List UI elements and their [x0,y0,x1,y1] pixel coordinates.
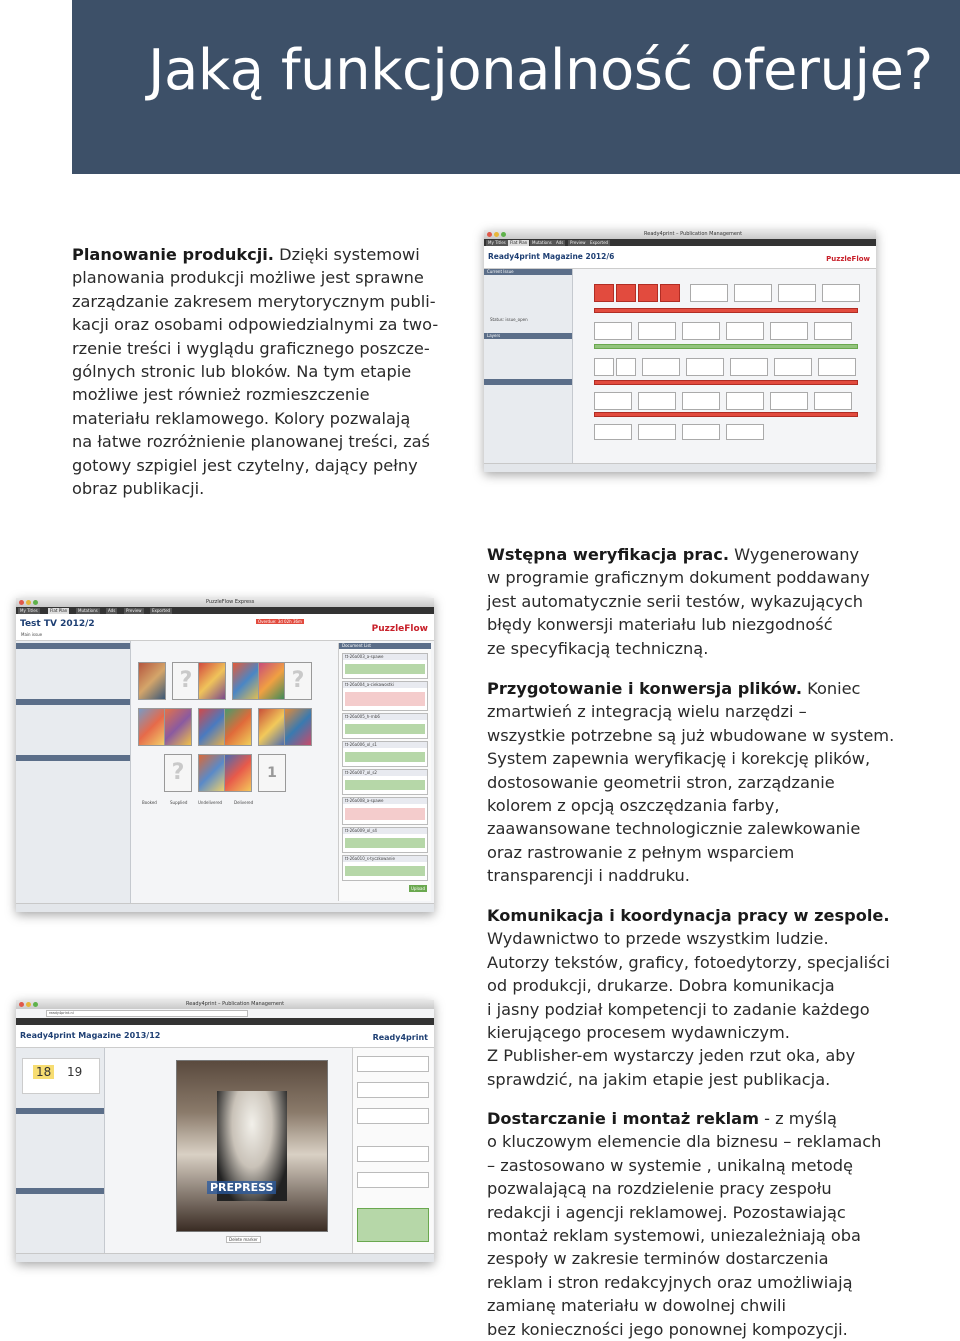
legend-booked: Booked [142,800,157,805]
page-box[interactable] [638,284,658,302]
preparation-line-5: dostosowanie geometrii stron, zarządzanie [487,772,835,792]
page-thumb[interactable] [258,708,286,746]
tab-preview[interactable]: Preview [126,608,142,613]
marker-note[interactable] [357,1082,429,1098]
page-spread [176,1060,328,1232]
page-thumb[interactable] [284,662,312,700]
close-dot-icon [19,1002,24,1007]
marker-note[interactable] [357,1108,429,1124]
ready4print-logo: Ready4print [372,1033,428,1042]
app-header [16,1025,434,1048]
page-box[interactable] [730,358,768,376]
zoom-dot-icon [33,600,38,605]
sidebar-header: Current Issue [484,269,572,275]
page-right-number: 19 [67,1065,83,1079]
soft-proof-header [16,1188,104,1194]
verification-line-5: ze specyfikacją techniczną. [487,638,709,658]
tab-my-titles[interactable]: My Titles [20,608,38,613]
planning-line-8: materiału reklamowego. Kolory pozwalają [72,408,411,428]
legend-undelivered: Undelivered [198,800,223,805]
communication-line-3: Autorzy tekstów, graficy, fotoedytorzy, specjaliści [487,952,890,972]
close-dot-icon [19,600,24,605]
document-item[interactable]: tt-26a003_a-spawe [342,653,428,679]
minimize-dot-icon [26,600,31,605]
app-title: Test TV 2012/2 [20,619,95,629]
puzzleflow-logo: PuzzleFlow [371,624,428,634]
page-thumbnails [136,648,336,868]
window-footer [16,1253,434,1262]
layers-header [16,699,130,705]
screenshot-flat-plan [484,230,876,472]
planning-section [72,243,472,500]
document-item[interactable]: tt-26a004_a-ciekawostki [342,681,428,711]
ads-line-5: redakcji i agencji reklamowej. Pozostawiając [487,1202,846,1222]
preparation-heading: Przygotowanie i konwersja plików. [487,679,802,698]
panel-header: Document List [339,643,431,649]
page-preview-pair [22,1058,100,1094]
preparation-line-2: zmartwień z integracją wielu narzędzi – [487,702,807,722]
page-box[interactable] [638,424,676,440]
page-number: 1 [267,765,277,781]
page-box[interactable] [594,392,632,410]
app-header [16,614,434,641]
document-item[interactable]: tt-26a010_s-tyczkowanie [342,855,428,881]
page-box[interactable] [660,284,680,302]
window-chrome [16,1000,434,1009]
ads-section [487,1107,947,1341]
page-box[interactable] [682,424,720,440]
tab-ads[interactable]: Ads [108,608,116,613]
document-item[interactable]: tt-26a008_a-spawe [342,797,428,825]
page-box[interactable] [686,358,724,376]
minimize-dot-icon [494,232,499,237]
planning-line-1: Planowanie produkcji. Dzięki systemowi [72,245,420,264]
page-box[interactable] [770,322,808,340]
tab-exported[interactable]: Exported [590,240,609,245]
page-box[interactable] [594,424,632,440]
page-box[interactable] [616,358,636,376]
sidebar [484,269,573,464]
app-title: Ready4print Magazine 2013/12 [20,1031,161,1040]
page-box[interactable] [818,358,856,376]
tab-my-titles[interactable]: My Titles [488,240,506,245]
page-box[interactable] [726,424,764,440]
planning-line-9: na łatwe rozróżnienie planowanej treści, zaś [72,432,430,452]
ads-line-2: o kluczowym elemencie dla biznesu – reklamach [487,1132,882,1152]
sidebar [16,641,131,904]
page-box[interactable] [638,392,676,410]
document-item[interactable]: tt-26a007_ol_s2 [342,769,428,795]
communication-section [487,904,947,1091]
app-header [484,246,876,269]
preparation-line-3: wszystkie potrzebne są już wbudowane w system. [487,725,895,745]
ads-line-3: – zastosowano w systemie , unikalną metodę [487,1155,854,1175]
tab-bar [484,239,876,246]
sidebar-header [16,643,130,649]
tab-flat-plan[interactable]: Flat Plan [50,608,68,613]
ads-line-7: zespoły w zakresie terminów dostarczenia [487,1249,829,1269]
page-thumb[interactable] [258,754,286,792]
ads-line-9: zamianę materiału w dowolnej chwili [487,1296,786,1316]
ads-line-8: reklam i stron redakcyjnych oraz umożliwiają [487,1272,853,1292]
communication-line-7: Z Publisher-em wystarczy jeden rzut oka, aby [487,1046,856,1066]
page-box[interactable] [594,284,614,302]
page-thumb[interactable] [224,708,252,746]
flat-plan-grid [580,274,872,464]
close-dot-icon [487,232,492,237]
tab-exported[interactable]: Exported [152,608,171,613]
delete-marker-button[interactable]: Delete marker [226,1236,261,1243]
verification-line-4: błędy konwersji materiału lub niezgodność [487,615,833,635]
ads-line-4: pozwalającą na rozdzielenie pracy zespołu [487,1179,832,1199]
page-box[interactable] [682,392,720,410]
page-thumb[interactable] [198,708,226,746]
page-box[interactable] [594,358,614,376]
page-box[interactable] [778,284,816,302]
page-box[interactable] [690,284,728,302]
title-band [72,0,960,174]
page-thumb[interactable] [258,662,286,700]
window-chrome [484,230,876,239]
page-box[interactable] [642,358,680,376]
verification-line-3: jest automatycznie serii testów, wykazujących [487,591,864,611]
window-footer [484,463,876,472]
overdue-badge: Overdue: 3d 02h 36m [258,619,302,624]
preparation-line-6: kolorem z opcją oszczędzania farby, [487,796,780,816]
layers-header: Layers [484,333,572,339]
document-item[interactable]: tt-26a006_ol_s1 [342,741,428,767]
marker-note[interactable] [357,1146,429,1162]
app-title: Ready4print Magazine 2012/6 [488,252,615,261]
page-left-number: 18 [33,1065,54,1079]
window-title: PuzzleFlow Express [206,599,255,605]
modifications-header [16,755,130,761]
window-title: Ready4print – Publication Management [186,1001,285,1007]
page-box[interactable] [638,322,676,340]
preparation-line-8: oraz rastrowanie z pełnym wsparciem [487,842,795,862]
planning-line-5: rzenie treści i wyglądu graficznego poszcze- [72,338,430,358]
planning-line-2: planowania produkcji możliwe jest sprawne [72,268,424,288]
communication-line-5: i jasny podział kompetencji to zadanie każdego [487,999,870,1019]
zoom-dot-icon [33,1002,38,1007]
page-thumb[interactable] [164,754,192,792]
page-thumb[interactable] [224,754,252,792]
ads-line-10: bez konieczności jego ponownej kompozycji. [487,1319,848,1339]
preparation-line-9: transparencji i naddruku. [487,866,690,886]
verification-section [487,543,947,660]
responsibility-header [16,1108,104,1114]
window-footer [16,903,434,912]
communication-line-2: Wydawnictwo to przede wszystkim ludzie. [487,929,829,949]
ads-line-6: montaż reklam systemowi, uniezależniają oba [487,1226,861,1246]
marker-note[interactable] [357,1056,429,1072]
preparation-line-7: zaawansowane technologicznie zalewkowanie [487,819,861,839]
markers-panel [352,1048,433,1254]
planning-line-4: kacji oraz osobami odpowiedzialnymi za two- [72,315,439,335]
planning-line-11: obraz publikacji. [72,479,205,499]
page-box[interactable] [594,322,632,340]
page-box[interactable] [726,322,764,340]
legend-delivered: Delivered [234,800,254,805]
page-thumb[interactable] [138,662,166,700]
window-title: Ready4print – Publication Management [644,231,743,237]
page-box[interactable] [594,412,858,417]
screenshot-document-list [16,598,434,912]
page-thumb[interactable] [232,662,260,700]
verification-line-1: Wstępna weryfikacja prac. Wygenerowany [487,545,860,564]
document-item[interactable]: tt-26a009_ol_s4 [342,827,428,853]
screenshot-preview [16,1000,434,1262]
tab-preview[interactable]: Preview [570,240,586,245]
page-box[interactable] [682,322,720,340]
verification-line-2: w programie graficznym dokument poddawany [487,568,870,588]
puzzleflow-logo: PuzzleFlow [826,255,870,263]
prepress-stamp: PREPRESS [207,1181,276,1194]
status-text: Status: issue_open [490,317,528,322]
ads-heading: Dostarczanie i montaż reklam [487,1109,759,1128]
document-list-panel [338,643,431,901]
sidebar [16,1048,105,1254]
page-box[interactable] [774,358,812,376]
planning-line-3: zarządzanie zakresem merytorycznym publi- [72,291,436,311]
planning-line-7: możliwe jest również rozmieszczenie [72,385,370,405]
zoom-dot-icon [501,232,506,237]
page-thumb[interactable] [138,708,166,746]
legend-supplied: Supplied [170,800,188,805]
planning-heading: Planowanie produkcji. [72,245,274,264]
page-box[interactable] [734,284,772,302]
page-thumb[interactable] [284,708,312,746]
verification-heading: Wstępna weryfikacja prac. [487,545,729,564]
window-chrome [16,598,434,607]
page-title: Jaką funkcjonalność oferuje? [148,38,933,103]
ads-line-1: Dostarczanie i montaż reklam - z myślą [487,1109,837,1128]
page-box[interactable] [726,392,764,410]
page-thumb[interactable] [198,754,226,792]
tab-flat-plan[interactable]: Flat Plan [510,240,528,245]
tab-bar [16,1018,434,1025]
planning-line-10: gotowy szpigiel jest czytelny, dający pełny [72,455,418,475]
communication-line-4: od produkcji, drukarze. Dobra komunikacja [487,976,835,996]
preparation-section [487,677,947,888]
page-box[interactable] [770,392,808,410]
page-box[interactable] [822,284,860,302]
preparation-line-1: Przygotowanie i konwersja plików. Koniec [487,679,861,698]
page-box[interactable] [594,344,858,349]
preparation-line-4: System zapewnia weryfikację i korekcję plików, [487,749,871,769]
minimize-dot-icon [26,1002,31,1007]
document-item[interactable]: tt-26a005_h-rnb6 [342,713,428,739]
tab-mutations[interactable]: Mutations [78,608,98,613]
modifications-header [484,379,572,385]
tab-ads[interactable]: Ads [556,240,564,245]
address-bar[interactable]: ready4print.nl [46,1010,248,1017]
active-marker-note[interactable] [357,1208,429,1242]
upload-button[interactable]: Upload [411,886,426,891]
missing-page-icon: ? [171,760,185,785]
tab-bar [16,607,434,614]
page-box[interactable] [594,380,858,385]
page-thumb[interactable] [198,662,226,700]
missing-page-icon: ? [179,668,193,693]
page-thumb[interactable] [172,662,200,700]
page-box[interactable] [616,284,636,302]
page-box[interactable] [594,308,858,313]
communication-line-1 [487,904,947,927]
planning-line-6: gólnych stronic lub bloków. Na tym etapie [72,362,412,382]
app-subtitle: Main issue [21,632,43,637]
communication-line-6: kierującego procesem wydawniczym. [487,1023,790,1043]
page-box[interactable] [814,392,852,410]
missing-page-icon: ? [291,668,305,693]
page-box[interactable] [814,322,852,340]
communication-heading: Komunikacja i koordynacja pracy w zespole. [487,906,890,925]
marker-note[interactable] [357,1172,429,1188]
communication-line-8: sprawdzić, na jakim etapie jest publikacja. [487,1069,831,1089]
page-thumb[interactable] [164,708,192,746]
tab-mutations[interactable]: Mutations [532,240,552,245]
